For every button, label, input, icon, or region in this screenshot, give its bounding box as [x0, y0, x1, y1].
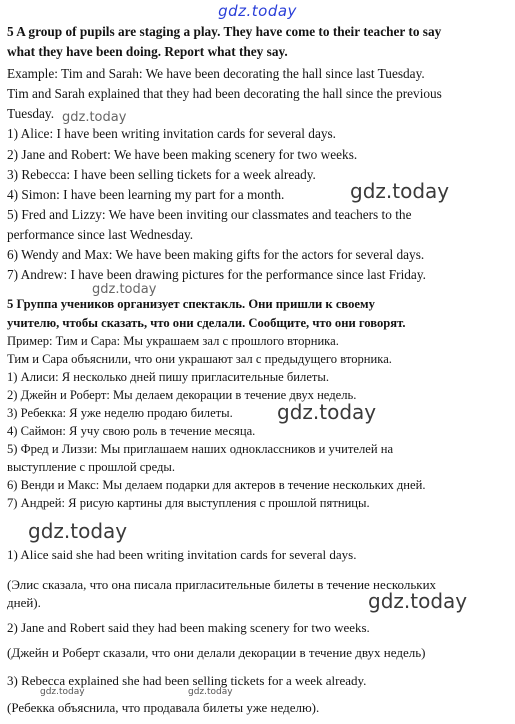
- item-ru-6: 6) Венди и Макс: Мы делаем подарки для актеров в течение нескольких дней.: [7, 478, 426, 492]
- item-en-6: 6) Wendy and Max: We have been making gifts for the actors for several days.: [7, 247, 425, 262]
- item-ru-5: 5) Фред и Лиззи: Мы приглашаем наших одноклассников и учителей на: [7, 442, 394, 456]
- answer-3-ru: (Ребекка объяснила, что продавала билеты уже неделю).: [7, 700, 320, 715]
- watermark-top: gdz.today: [218, 2, 297, 20]
- answer-3: 3) Rebecca explained she had been selling tickets for a week already.: [7, 673, 367, 688]
- watermark-5: gdz.today: [28, 519, 128, 543]
- answer-1: 1) Alice said she had been writing invitation cards for several days.: [7, 547, 357, 562]
- answer-1-ru-line-2: дней).: [7, 595, 41, 610]
- item-en-1: 1) Alice: I have been writing invitation cards for several days.: [7, 126, 336, 141]
- item-ru-1: 1) Алиси: Я несколько дней пишу пригласительные билеты.: [7, 370, 330, 384]
- item-en-2: 2) Jane and Robert: We have been making scenery for two weeks.: [7, 147, 358, 162]
- watermark-1: gdz.today: [62, 110, 127, 125]
- item-ru-5-cont: выступление с прошлой среды.: [7, 460, 176, 474]
- item-ru-2: 2) Джейн и Роберт: Мы делаем декорации в течение двух недель.: [7, 388, 357, 402]
- watermark-3: gdz.today: [92, 282, 157, 297]
- watermark-2: gdz.today: [350, 179, 450, 203]
- example-ru-line-2: Тим и Сара объяснили, что они украшают зал с предыдущего вторника.: [7, 352, 392, 366]
- item-ru-7: 7) Андрей: Я рисую картины для выступления с прошлой пятницы.: [7, 496, 370, 510]
- item-ru-4: 4) Саймон: Я учу свою роль в течение месяца.: [7, 424, 256, 438]
- example-en-line-3: Tuesday.: [7, 106, 55, 121]
- watermark-7a: gdz.today: [40, 687, 85, 697]
- item-en-3: 3) Rebecca: I have been selling tickets for a week already.: [7, 167, 316, 182]
- item-en-4: 4) Simon: I have been learning my part for a month.: [7, 187, 285, 202]
- item-en-7: 7) Andrew: I have been drawing pictures for the performance since last Friday.: [7, 267, 426, 282]
- task-heading-en-line-1: 5 A group of pupils are staging a play. They have come to their teacher to say: [7, 24, 442, 39]
- example-ru-line-1: Пример: Тим и Сара: Мы украшаем зал с прошлого вторника.: [7, 334, 339, 348]
- answer-2: 2) Jane and Robert said they had been making scenery for two weeks.: [7, 620, 370, 635]
- watermark-4: gdz.today: [277, 400, 377, 424]
- answer-1-ru-line-1: (Элис сказала, что она писала пригласительные билеты в течение нескольких: [7, 577, 437, 592]
- item-en-5-cont: performance since last Wednesday.: [7, 227, 194, 242]
- item-en-5: 5) Fred and Lizzy: We have been inviting our classmates and teachers to the: [7, 207, 412, 222]
- example-en-line-2: Tim and Sarah explained that they had been decorating the hall since the previous: [7, 86, 442, 101]
- task-heading-ru-line-1: 5 Группа учеников организует спектакль. Они пришли к своему: [7, 297, 375, 311]
- item-ru-3: 3) Ребекка: Я уже неделю продаю билеты.: [7, 406, 233, 420]
- task-heading-ru-line-2: учителю, чтобы сказать, что они сделали. Сообщите, что они говорят.: [7, 316, 406, 330]
- example-en-line-1: Example: Tim and Sarah: We have been decorating the hall since last Tuesday.: [7, 66, 425, 81]
- task-heading-en-line-2: what they have been doing. Report what they say.: [7, 44, 288, 59]
- watermark-7b: gdz.today: [188, 687, 233, 697]
- answer-2-ru: (Джейн и Роберт сказали, что они делали декорации в течение двух недель): [7, 645, 426, 660]
- watermark-6: gdz.today: [368, 589, 468, 613]
